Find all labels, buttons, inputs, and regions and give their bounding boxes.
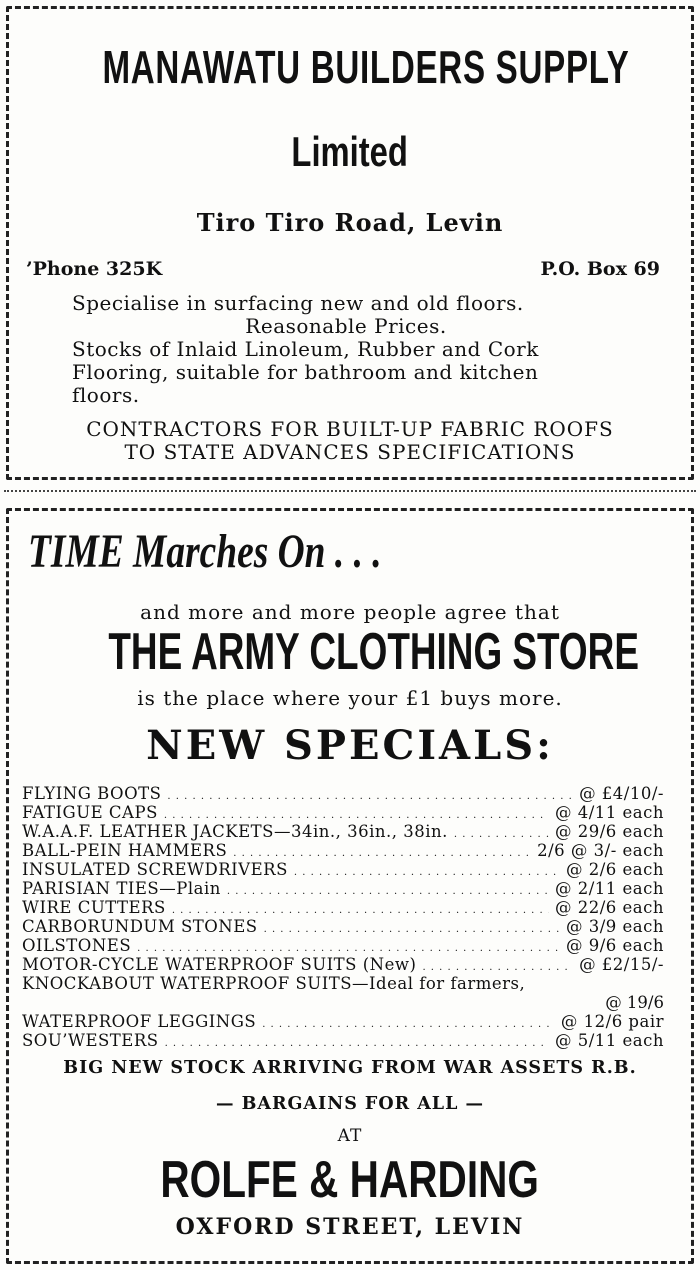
list-item: SOU’WESTERS . . . @ 5/11 each (22, 1031, 664, 1050)
bargains-line: — BARGAINS FOR ALL — (215, 1094, 485, 1114)
shop-name: ROLFE & HARDING (160, 1151, 540, 1209)
body-line: Specialise in surfacing new and old floors. (72, 291, 524, 315)
list-item: CARBORUNDUM STONES . . . @ 3/9 each (22, 917, 664, 936)
list-item: FATIGUE CAPS . . . @ 4/11 each (22, 803, 664, 822)
list-item: MOTOR-CYCLE WATERPROOF SUITS (New) . . . @ £2/15/- (22, 955, 664, 974)
headline: TIME Marches On . . . (28, 525, 382, 578)
list-item: INSULATED SCREWDRIVERS . . . @ 2/6 each (22, 860, 664, 879)
contractors-line: CONTRACTORS FOR BUILT-UP FABRIC ROOFS (86, 417, 614, 441)
body-line: floors. (72, 383, 140, 407)
company-suffix: Limited (291, 128, 409, 175)
shop-address: OXFORD STREET, LEVIN (175, 1214, 525, 1240)
tagline: is the place where your £1 buys more. (137, 686, 563, 710)
at-line: AT (337, 1126, 363, 1146)
contractors-notice (0, 418, 700, 464)
agree-line: and more and more people agree that (140, 600, 560, 624)
store-name: THE ARMY CLOTHING STORE (108, 623, 639, 681)
services-text (72, 292, 620, 407)
specials-heading: NEW SPECIALS: (146, 722, 554, 769)
price-list (22, 784, 664, 1050)
stock-notice: BIG NEW STOCK ARRIVING FROM WAR ASSETS R.B. (63, 1058, 637, 1078)
body-line: Reasonable Prices. (245, 314, 447, 338)
body-line: Stocks of Inlaid Linoleum, Rubber and Cork (72, 337, 539, 361)
column-divider (4, 490, 696, 492)
list-item-price: @ 19/6 (605, 993, 664, 1012)
phone-number: ’Phone 325K (26, 258, 163, 280)
company-name: MANAWATU BUILDERS SUPPLY (102, 41, 630, 93)
list-item: PARISIAN TIES—Plain . . . @ 2/11 each (22, 879, 664, 898)
contractors-line: TO STATE ADVANCES SPECIFICATIONS (124, 440, 576, 464)
list-item: W.A.A.F. LEATHER JACKETS—34in., 36in., 38in. . . . @ 29/6 each (22, 822, 664, 841)
company-address: Tiro Tiro Road, Levin (196, 208, 504, 237)
list-item: WATERPROOF LEGGINGS . . . @ 12/6 pair (22, 1012, 664, 1031)
list-item: KNOCKABOUT WATERPROOF SUITS—Ideal for farmers, (22, 974, 526, 993)
list-item: WIRE CUTTERS . . . @ 22/6 each (22, 898, 664, 917)
body-line: Flooring, suitable for bathroom and kitchen (72, 360, 539, 384)
list-item: FLYING BOOTS . . . @ £4/10/- (22, 784, 664, 803)
po-box: P.O. Box 69 (540, 258, 660, 280)
list-item: OILSTONES . . . @ 9/6 each (22, 936, 664, 955)
list-item: BALL-PEIN HAMMERS . . . 2/6 @ 3/- each (22, 841, 664, 860)
